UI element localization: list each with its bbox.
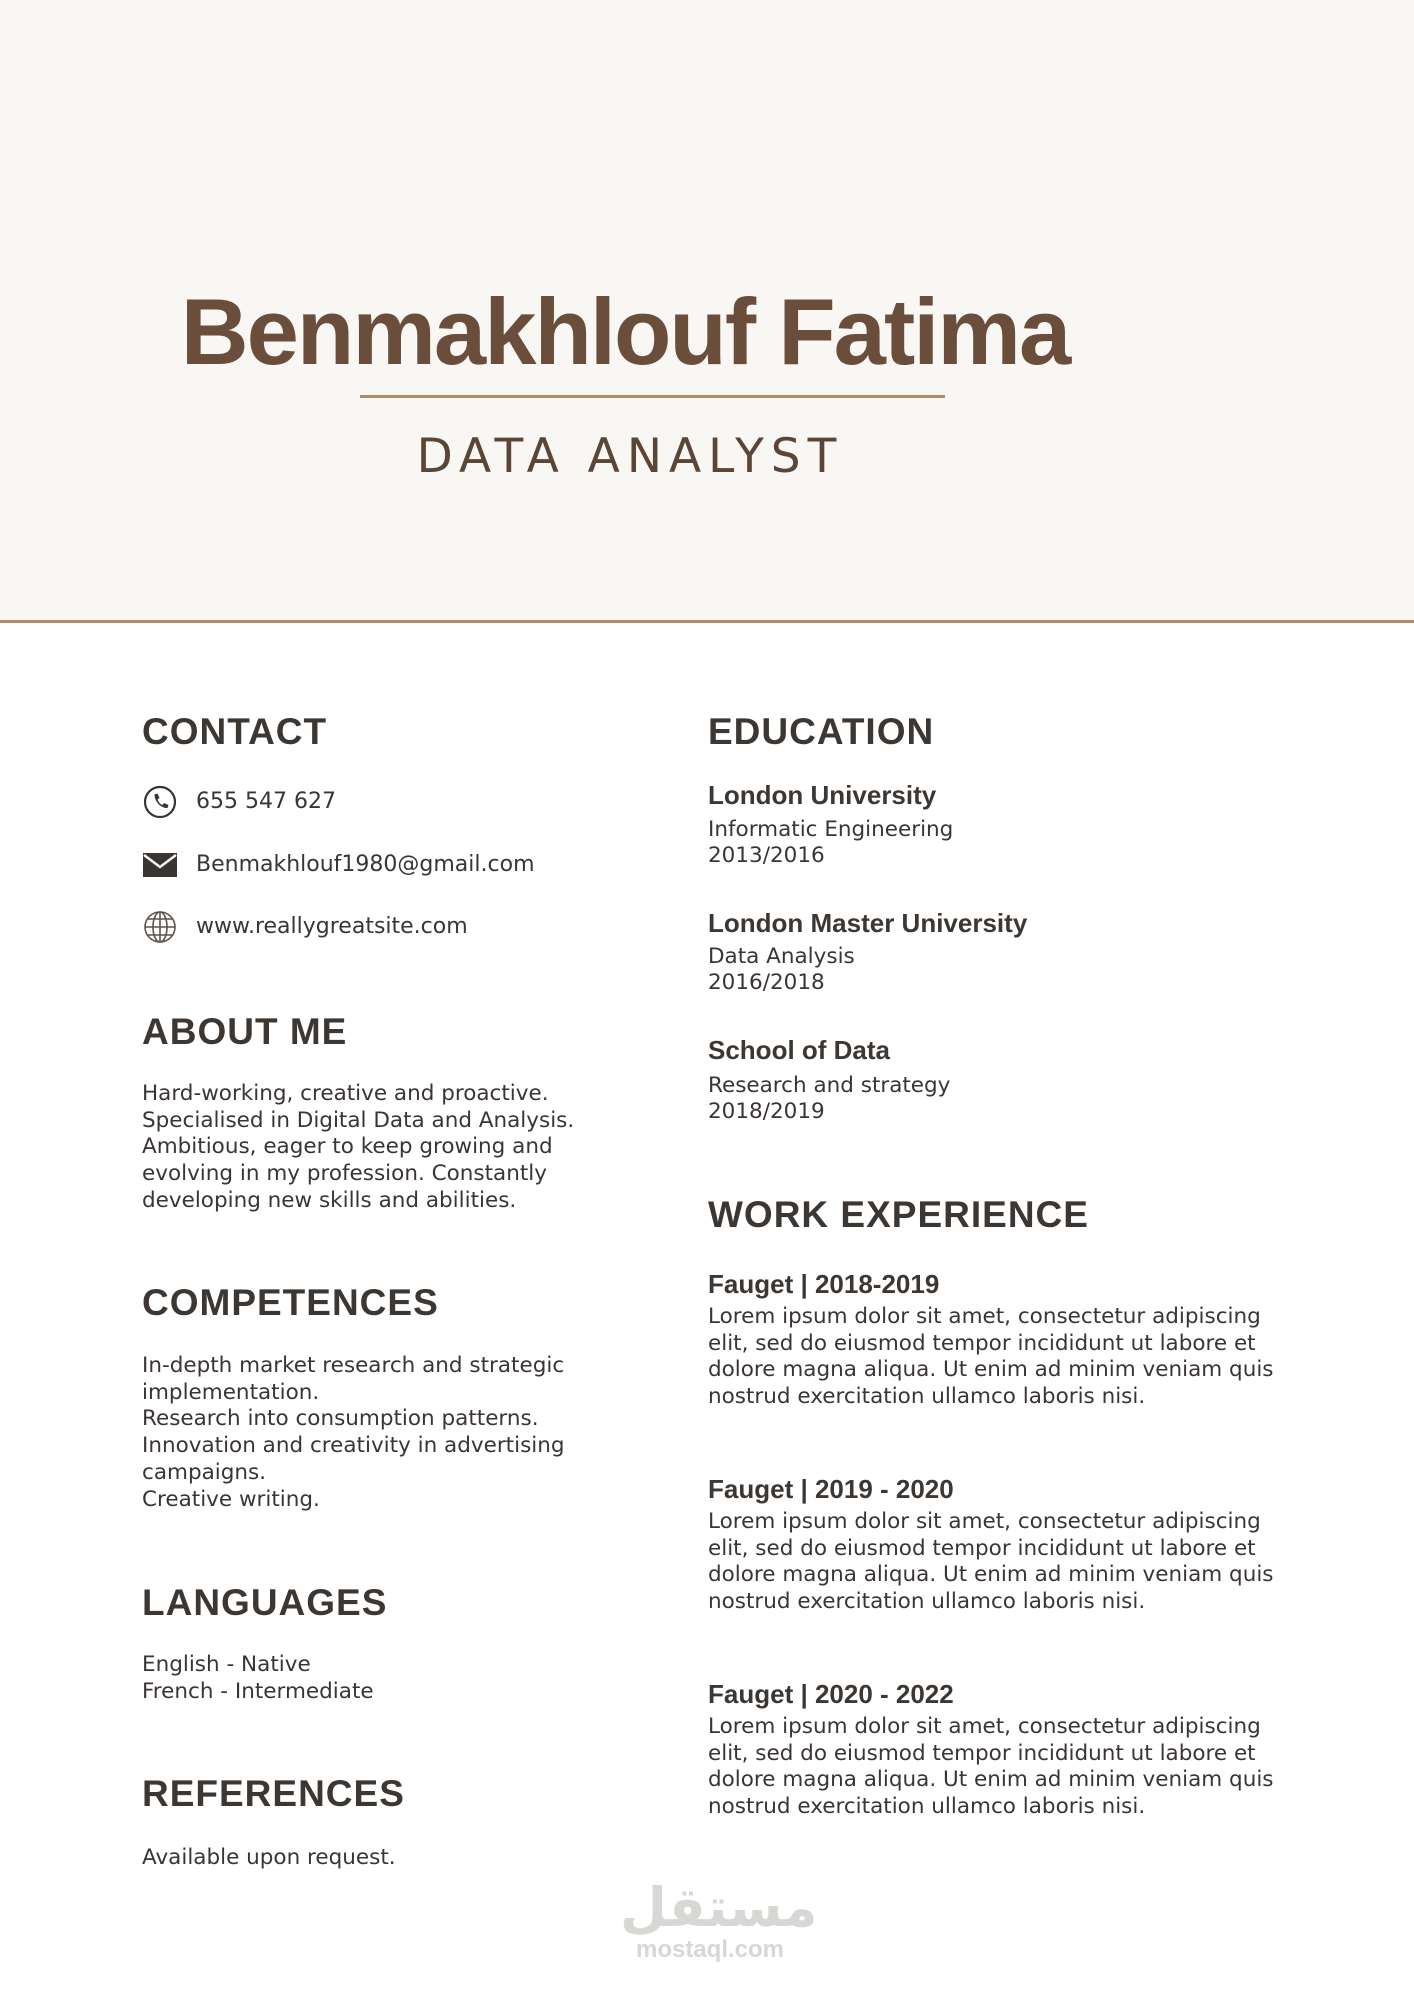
work-description: Lorem ipsum dolor sit amet, consectetur adipiscing elit, sed do eiusmod tempor incididunt ut labore et dolore magna aliqua. Ut enim ad minim veniam quis nostrud exercitation ullamco laboris nisi. (708, 1509, 1274, 1615)
phone-icon (142, 784, 178, 820)
envelope-icon (142, 847, 178, 883)
education-years: 2016/2018 (708, 970, 825, 995)
contact-email (142, 845, 535, 885)
job-title: DATA ANALYST (416, 429, 844, 484)
references-text: Available upon request. (142, 1845, 396, 1870)
work-description: Lorem ipsum dolor sit amet, consectetur adipiscing elit, sed do eiusmod tempor incididunt ut labore et dolore magna aliqua. Ut enim ad minim veniam quis nostrud exercitation ullamco laboris nisi. (708, 1714, 1274, 1820)
language-item: English - Native (142, 1652, 311, 1677)
education-field: Informatic Engineering (708, 817, 954, 842)
name-divider (360, 395, 945, 398)
contact-title: CONTACT (142, 711, 328, 752)
references-title: REFERENCES (142, 1773, 405, 1814)
education-years: 2013/2016 (708, 843, 825, 868)
education-field: Data Analysis (708, 944, 855, 969)
contact-phone (142, 782, 336, 822)
mostaql-watermark (620, 1876, 818, 1964)
competences-title: COMPETENCES (142, 1282, 439, 1323)
candidate-name: Benmakhlouf Fatima (180, 279, 1070, 384)
work-experience-title: WORK EXPERIENCE (708, 1194, 1089, 1235)
watermark-arabic: مستقل (620, 1876, 818, 1939)
education-title: EDUCATION (708, 711, 935, 752)
work-description: Lorem ipsum dolor sit amet, consectetur adipiscing elit, sed do eiusmod tempor incididunt ut labore et dolore magna aliqua. Ut enim ad minim veniam quis nostrud exercitation ullamco laboris nisi. (708, 1304, 1274, 1410)
education-school: London Master University (708, 908, 1028, 938)
education-school: School of Data (708, 1035, 891, 1065)
website-url: www.reallygreatsite.com (196, 914, 468, 939)
education-years: 2018/2019 (708, 1099, 825, 1124)
email-address: Benmakhlouf1980@gmail.com (196, 852, 535, 877)
phone-number: 655 547 627 (196, 789, 336, 814)
watermark-latin: mostaql.com (635, 1936, 785, 1963)
contact-website (142, 907, 468, 947)
languages-title: LANGUAGES (142, 1582, 388, 1623)
about-text: Hard-working, creative and proactive. Specialised in Digital Data and Analysis. Ambitious, eager to keep growing and evolving in my profession. Constantly developing new skills and abilities. (142, 1081, 575, 1213)
about-title: ABOUT ME (142, 1011, 348, 1052)
competences-text: In-depth market research and strategic implementation. Research into consumption patterns. Innovation and creativity in advertising campaigns. Creative writing. (142, 1353, 565, 1512)
language-item: French - Intermediate (142, 1679, 374, 1704)
education-school: London University (708, 780, 937, 810)
resume-header (0, 0, 1414, 623)
work-heading: Fauget | 2019 - 2020 (708, 1474, 954, 1504)
education-field: Research and strategy (708, 1073, 951, 1098)
globe-icon (142, 909, 178, 945)
work-heading: Fauget | 2020 - 2022 (708, 1679, 954, 1709)
work-heading: Fauget | 2018-2019 (708, 1269, 940, 1299)
